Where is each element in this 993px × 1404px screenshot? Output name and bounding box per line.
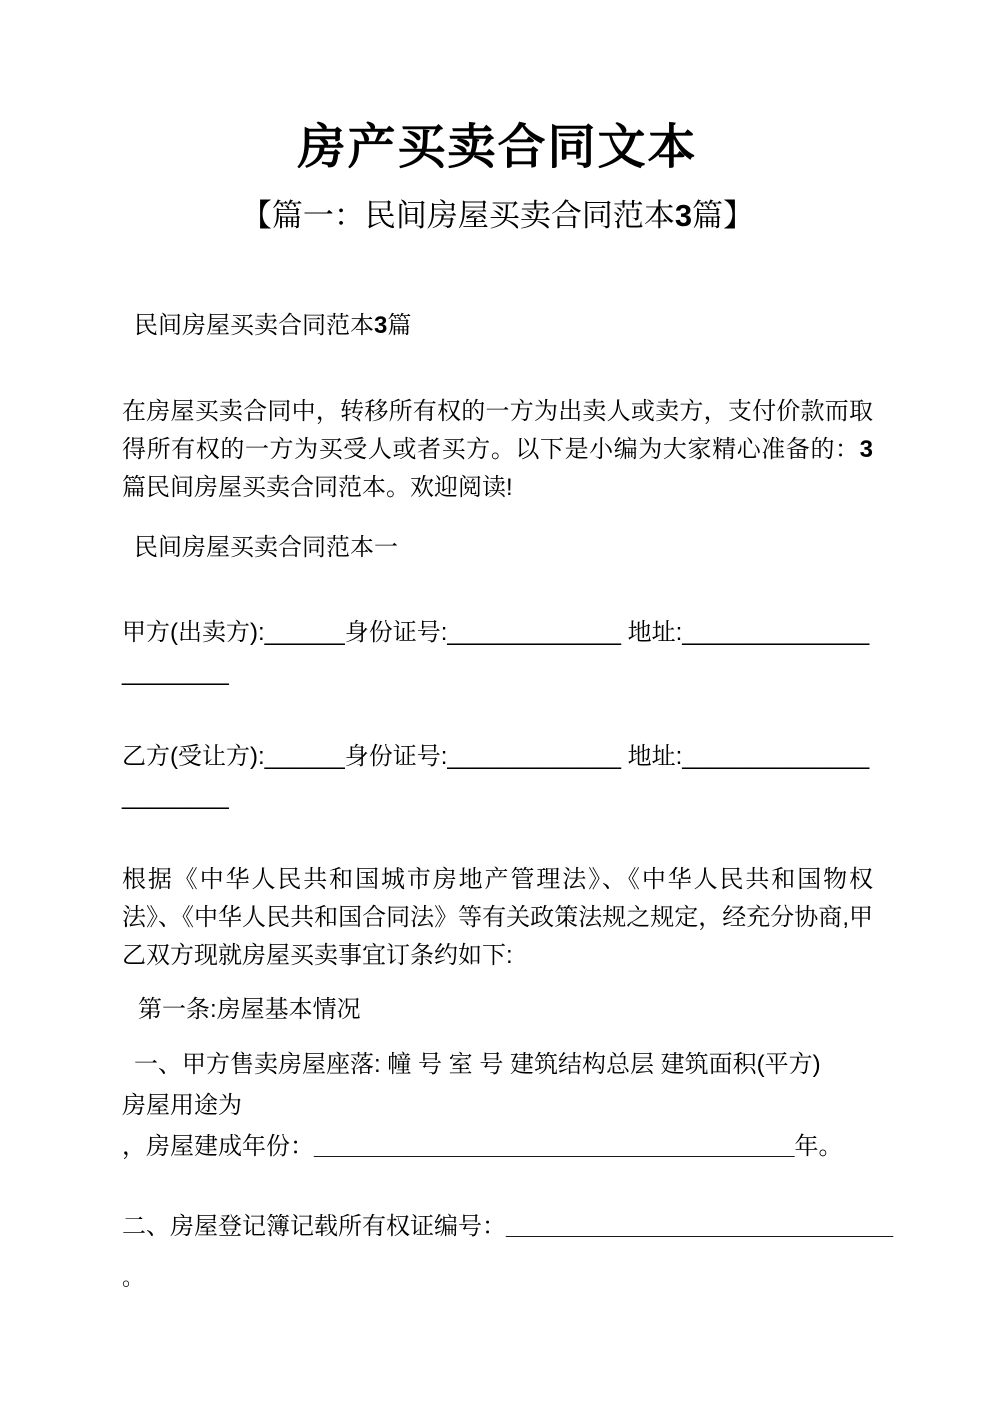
house-location-line: 一、甲方售卖房屋座落: 幢 号 室 号 建筑结构总层 建筑面积(平方) <box>134 1051 821 1078</box>
subtitle-number: 3 <box>674 198 693 233</box>
document-content <box>122 118 894 1293</box>
party-a-address-label: 地址: <box>627 619 683 646</box>
party-a-continuation-line <box>122 653 873 693</box>
party-a-address-blank: ______________ <box>682 619 870 646</box>
build-year-blank: ____________________________________ <box>314 1133 795 1160</box>
intro-text-pre: 在房屋买卖合同中，转移所有权的一方为出卖人或卖方，支付价款而取得所有权的一方为买受人或者买方。以下是小编为大家精心准备的： <box>122 398 873 463</box>
party-a-id-label: 身份证号: <box>344 619 448 646</box>
section-subtitle <box>122 196 873 236</box>
party-b-id-blank: _____________ <box>447 743 621 770</box>
party-b-continuation-blank: ________ <box>122 783 229 810</box>
build-year-line <box>122 1126 873 1167</box>
house-usage-line: 房屋用途为 <box>122 1092 242 1119</box>
party-b-address-label: 地址: <box>627 743 683 770</box>
sample-collection-heading <box>122 311 873 341</box>
intro-text-post: 篇民间房屋买卖合同范本。欢迎阅读! <box>122 474 513 501</box>
party-b-continuation-line <box>122 777 873 817</box>
clause-1-heading: 第一条:房屋基本情况 <box>138 996 361 1023</box>
party-a-line <box>122 613 873 653</box>
party-b-line <box>122 737 873 777</box>
party-a-id-blank: _____________ <box>447 619 621 646</box>
party-a-name-blank: ______ <box>264 619 345 646</box>
sample-collection-heading-number: 3 <box>374 312 388 339</box>
sample-one-heading: 民间房屋买卖合同范本一 <box>134 534 398 561</box>
party-b-id-label: 身份证号: <box>344 743 448 770</box>
clause-1-item-1 <box>122 1044 873 1167</box>
subtitle-text-pre: 【篇一：民间房屋买卖合同范本 <box>240 198 675 233</box>
ownership-certificate-line <box>122 1207 894 1247</box>
ownership-certificate-label: 二、房屋登记簿记载所有权证编号： <box>122 1213 506 1240</box>
trailing-period: 。 <box>122 1265 145 1290</box>
sample-collection-heading-post: 篇 <box>387 312 412 339</box>
sample-collection-heading-pre: 民间房屋买卖合同范本 <box>134 312 374 339</box>
party-b-label: 乙方(受让方): <box>122 743 265 770</box>
document-title: 房产买卖合同文本 <box>297 121 698 174</box>
ownership-certificate-blank: _____________________________ <box>506 1213 894 1240</box>
legal-basis-paragraph: 根据《中华人民共和国城市房地产管理法》、《中华人民共和国物权法》、《中华人民共和国合同法》等有关政策法规之规定，经充分协商,甲乙双方现就房屋买卖事宜订条约如下: <box>122 866 873 969</box>
build-year-suffix: 年。 <box>794 1133 843 1160</box>
party-a-continuation-blank: ________ <box>122 659 229 686</box>
build-year-label: ，房屋建成年份： <box>122 1133 314 1160</box>
party-b-name-blank: ______ <box>264 743 345 770</box>
party-a-block <box>122 613 873 693</box>
intro-paragraph <box>122 393 873 507</box>
party-b-address-blank: ______________ <box>682 743 870 770</box>
party-b-block <box>122 737 873 817</box>
party-a-label: 甲方(出卖方): <box>122 619 265 646</box>
subtitle-text-post: 篇】 <box>692 198 755 233</box>
intro-number: 3 <box>859 436 873 463</box>
